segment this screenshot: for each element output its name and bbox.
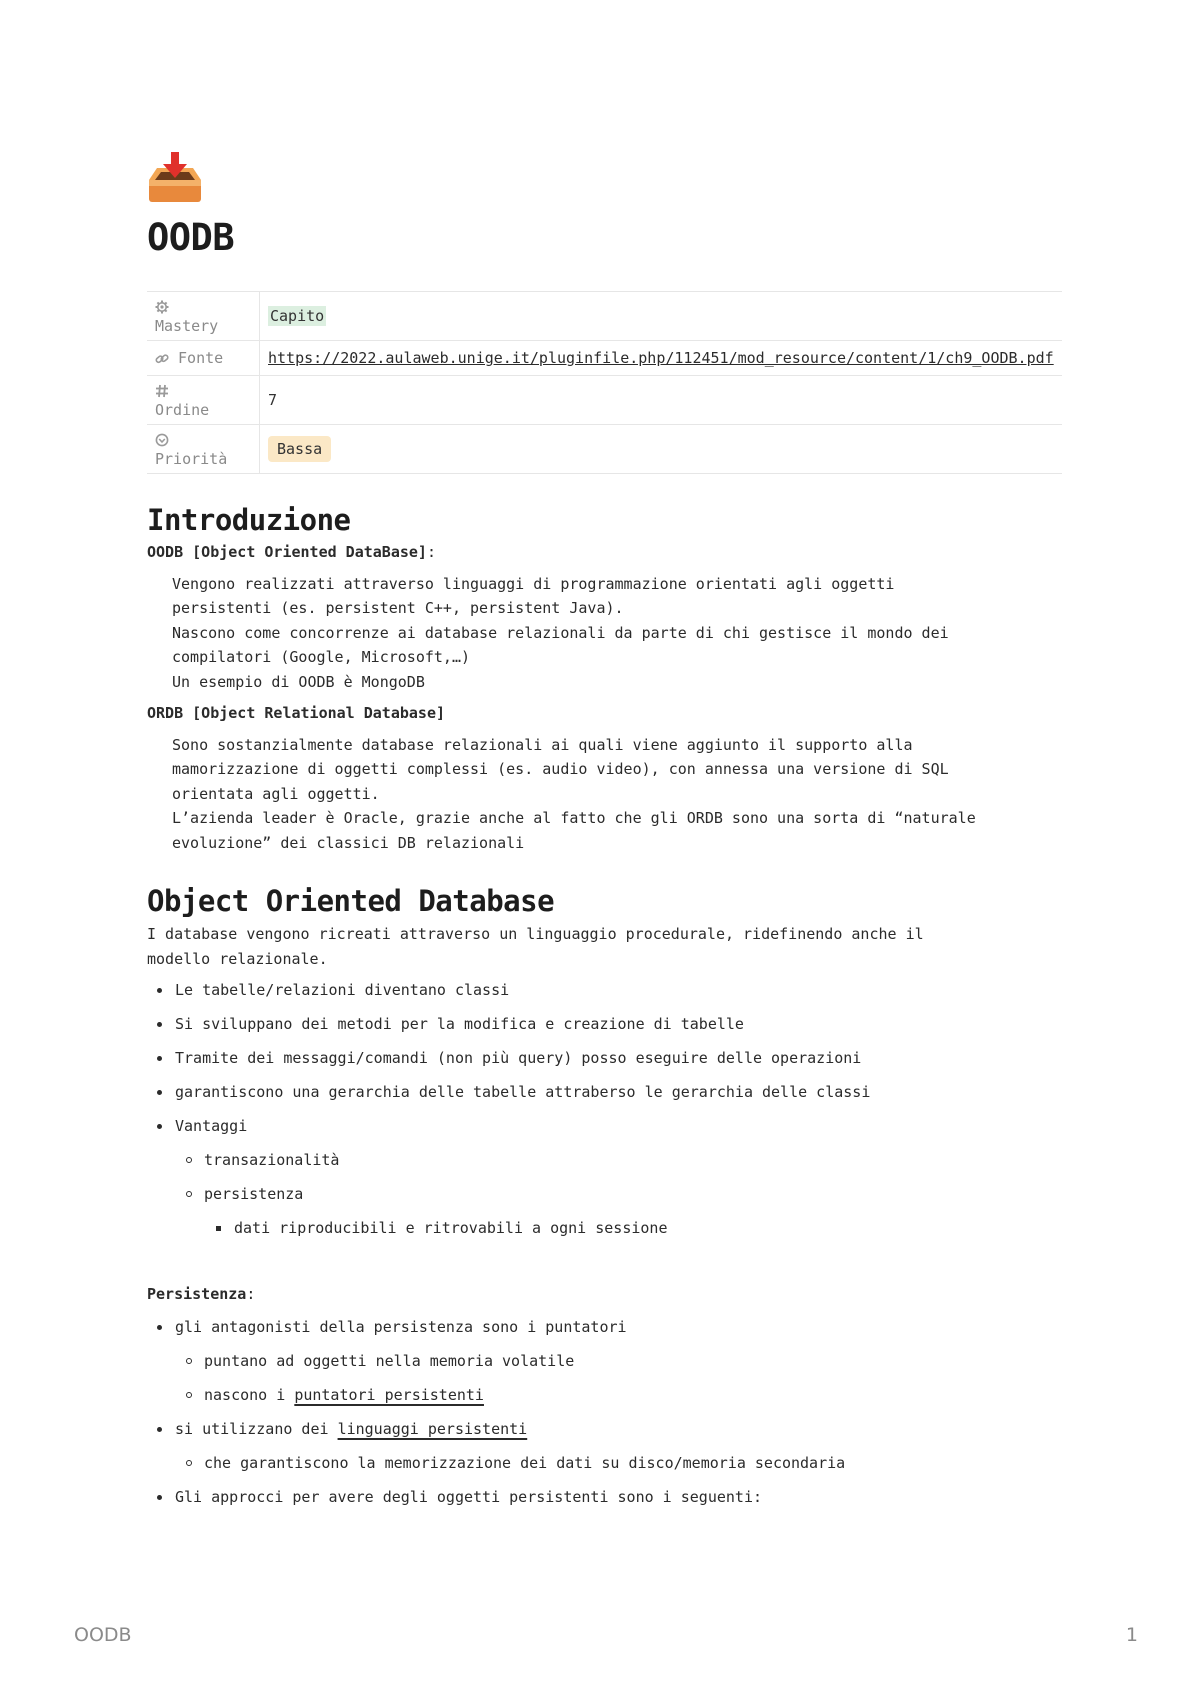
list-item-text: si utilizzano dei [175,1419,338,1438]
property-row-fonte[interactable] [147,341,1062,376]
text-line: Un esempio di OODB è MongoDB [172,672,425,691]
page-content [147,150,1062,1519]
list-item: Si sviluppano dei metodi per la modifica e creazione di tabelle [147,1012,1062,1036]
vantaggi-list [175,1148,1062,1240]
inbox-tray-icon [147,150,203,206]
property-key [147,425,260,474]
hash-icon [155,384,169,398]
text-line: compilatori (Google, Microsoft,…) [172,648,471,666]
property-value[interactable] [260,341,1063,376]
list-item: puntano ad oggetti nella memoria volatile [175,1349,1062,1373]
heading-object-oriented-database: Object Oriented Database [147,884,555,918]
list-item [175,1383,1062,1407]
mastery-tag[interactable]: Capito [270,307,325,325]
link-icon [155,352,169,366]
ordb-description [147,733,1062,856]
puntatori-sublist [175,1349,1062,1407]
page-title: OODB [147,216,235,259]
property-row-ordine[interactable] [147,376,1062,425]
persistenza-label [147,1282,1062,1307]
text-line: Vengono realizzati attraverso linguaggi di programmazione orientati agli oggetti [172,574,895,593]
list-item-text: persistenza [204,1185,304,1203]
footer-page-number: 1 [1125,1624,1138,1646]
circle-icon [155,433,169,447]
oodb-description [147,572,1062,695]
text-line: I database vengono ricreati attraverso un linguaggio procedurale, ridefinendo anche il [147,925,924,943]
property-key [147,292,260,341]
property-row-mastery[interactable] [147,292,1062,341]
persistenza-list [147,1315,1062,1509]
list-item: Tramite dei messaggi/comandi (non più query) posso eseguire delle operazioni [147,1046,1062,1070]
linguaggi-persistenti-link[interactable]: linguaggi persistenti [337,1419,528,1438]
text-line: mamorizzazione di oggetti complessi (es. audio video), con annessa una versione di SQL [172,760,949,778]
ordb-label: ORDB [Object Relational Database] [147,704,446,722]
property-value[interactable]: 7 [260,376,1063,425]
property-value[interactable] [260,292,1063,341]
list-item [147,1417,1062,1475]
linguaggi-sublist [175,1451,1062,1475]
persistenza-sublist [204,1216,1062,1240]
oodb-definition [147,540,1062,565]
oodb-bullet-list [147,978,1062,1240]
puntatori-persistenti-link[interactable]: puntatori persistenti [294,1385,484,1404]
list-item [147,1315,1062,1407]
oodb-intro [147,922,1062,971]
text-line: modello relazionale. [147,949,328,968]
list-item-text: gli antagonisti della persistenza sono i puntatori [175,1317,627,1336]
persistenza-title: Persistenza [147,1285,247,1303]
list-item: Gli approcci per avere degli oggetti persistenti sono i seguenti: [147,1485,1062,1509]
text-line: Sono sostanzialmente database relazionali ai quali viene aggiunto il supporto alla [172,735,913,754]
oodb-label: OODB [Object Oriented DataBase] [147,543,427,561]
heading-introduzione: Introduzione [147,503,351,537]
property-key [147,376,260,425]
list-item-text: Vantaggi [175,1117,248,1135]
persistenza-colon: : [246,1285,256,1303]
footer-title: OODB [74,1624,132,1646]
property-key [147,341,260,376]
property-row-priorita[interactable] [147,425,1062,474]
property-key-label: Mastery [155,317,219,335]
property-key-label: Fonte [178,349,224,367]
list-item-text: nascono i [204,1385,295,1404]
list-item: transazionalità [175,1148,1062,1172]
list-item: che garantiscono la memorizzazione dei dati su disco/memoria secondaria [175,1451,1062,1475]
list-item: Le tabelle/relazioni diventano classi [147,978,1062,1002]
text-line: evoluzione” dei classici DB relazionali [172,833,525,852]
priority-tag[interactable]: Bassa [268,436,331,462]
property-key-label: Ordine [155,401,210,419]
property-key-label: Priorità [155,450,228,468]
list-item-vantaggi [147,1114,1062,1240]
oodb-colon: : [426,543,436,561]
text-line: L’azienda leader è Oracle, grazie anche al fatto che gli ORDB sono una sorta di “naturale [172,809,976,827]
list-item: garantiscono una gerarchia delle tabelle attraberso le gerarchia delle classi [147,1080,1062,1104]
gear-icon [155,300,169,314]
source-link[interactable]: https://2022.aulaweb.unige.it/pluginfile.php/112451/mod_resource/content/1/ch9_OODB.pdf [268,349,1054,367]
text-line: Nascono come concorrenze ai database relazionali da parte di chi gestisce il mondo dei [172,623,949,642]
text-line: orientata agli oggetti. [172,784,380,803]
list-item: dati riproducibili e ritrovabili a ogni sessione [204,1216,1062,1240]
text-line: persistenti (es. persistent C++, persistent Java). [172,599,624,617]
property-value[interactable] [260,425,1063,474]
properties-table [147,291,1062,474]
list-item-persistenza [175,1182,1062,1240]
